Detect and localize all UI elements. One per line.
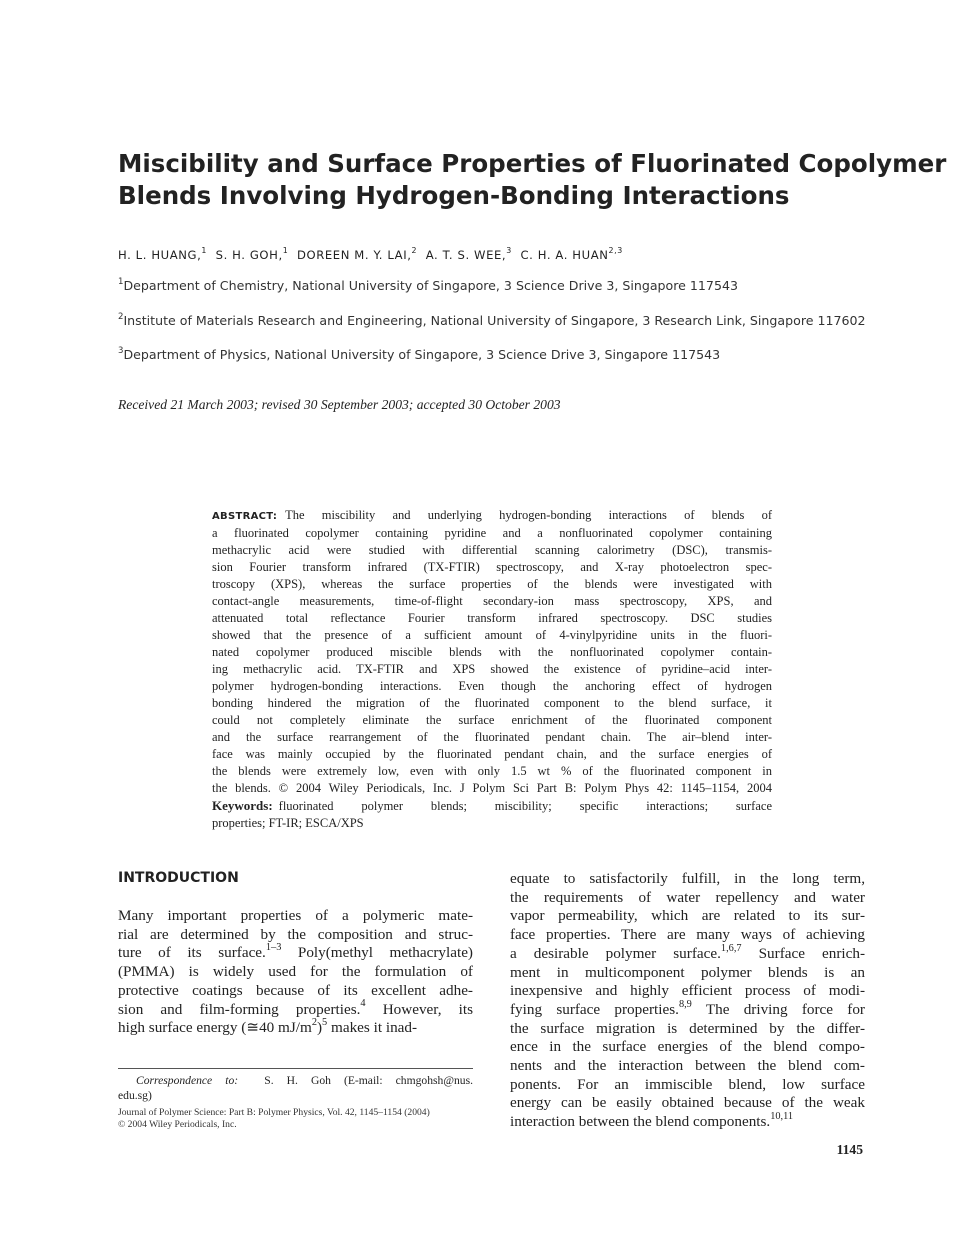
citation-ref: 10,11 bbox=[770, 1111, 794, 1123]
text-line: (PMMA) is widely used for the formulation of bbox=[118, 963, 473, 981]
affiliation: $^2$Institute of Materials Research and Engineering, National University of Singapore, 3 Research Link, Singapore 117602 bbox=[118, 311, 866, 328]
citation-ref: 8,9 bbox=[678, 998, 692, 1010]
text-line: the surface migration is determined by the differ- bbox=[510, 1019, 865, 1037]
author: C. H. A. HUAN$^{2,3}$ bbox=[520, 246, 623, 262]
text-line: energy can be easily obtained because of the weak bbox=[510, 1094, 865, 1112]
text-line: rial are determined by the composition and struc- bbox=[118, 925, 473, 943]
citation-ref: 2 bbox=[311, 1017, 317, 1029]
citation-ref: 5 bbox=[322, 1017, 328, 1029]
keywords: Keywords: fluorinated polymer blends; miscibility; specific interactions; surface bbox=[212, 798, 772, 813]
title-line: Miscibility and Surface Properties of Fluorinated Copolymer bbox=[118, 149, 947, 178]
text-line: nents and the interaction between the blend com- bbox=[510, 1057, 865, 1075]
citation-ref: 1,6,7 bbox=[720, 942, 742, 954]
author: DOREEN M. Y. LAI,$^2$ bbox=[296, 246, 418, 262]
body-column-right bbox=[510, 870, 865, 1132]
text-line: the requirements of water repellency and water bbox=[510, 888, 865, 906]
affiliation: $^3$Department of Physics, National University of Singapore, 3 Science Drive 3, Singapore 117543 bbox=[118, 345, 721, 362]
journal-line: Journal of Polymer Science: Part B: Polymer Physics, Vol. 42, 1145–1154 (2004) bbox=[118, 1107, 430, 1118]
section-heading: INTRODUCTION bbox=[118, 870, 239, 886]
abstract: ABSTRACT: The miscibility and underlying hydrogen-bonding interactions of blends of a fluorinated copolymer containing pyridine and a nonfluorinated copolymer containing methacrylic acid were studied with differential scanning calorimetry (DSC), transmis- sion Fourier transform infrared (TX-FTIR) spectroscopy, and X-ray photoelectron spec- troscopy (XPS), whereas the surface properties of the blends were investigated with contact-angle measurements, time-of-flight secondary-ion mass spectroscopy, XPS, and attenuated total reflectance Fourier transform infrared spectroscopy. DSC studies showed that the presence of a sufficient amount of 4-vinylpyridine units in the fluori- nated copolymer produced miscible blends with the nonfluorinated copolymer contain- ing methacrylic acid. TX-FTIR and XPS showed the existence of pyridine–acid inter- polymer hydrogen-bonding interactions. Even though the anchoring effect of hydrogen bonding hindered the migration of the fluorinated component to the blend surface, it could not completely eliminate the surface enrichment of the fluorinated component and the surface rearrangement of the fluorinated pendant chain. The air–blend inter- face was mainly occupied by the fluorinated pendant chain, and the surface energies of the blends were extremely low, even with only 1.5 wt % of the fluorinated component in the blends. © 2004 Wiley Periodicals, Inc. J Polym Sci Part B: Polym Phys 42: 1145–1154, 2004 Keywords: fluorinated polymer blends; miscibility; specific interactions; surface properties; FT-IR; ESCA/XPS bbox=[212, 508, 772, 830]
copyright-line: © 2004 Wiley Periodicals, Inc. bbox=[118, 1119, 237, 1130]
text-line: equate to satisfactorily fulfill, in the long term, bbox=[510, 870, 865, 887]
text-line: a desirable polymer surface.$^{1,6,7}$ Surface enrich- bbox=[510, 942, 866, 962]
body-column-left bbox=[118, 907, 473, 1038]
text-line: ponents. For an immiscible blend, low surface bbox=[510, 1075, 865, 1093]
text-line: protective coatings because of its excellent adhe- bbox=[118, 981, 473, 999]
author: A. T. S. WEE,$^3$ bbox=[425, 246, 512, 262]
citation-ref: 1–3 bbox=[265, 942, 282, 954]
journal-info bbox=[118, 1107, 473, 1131]
page-number: 1145 bbox=[836, 1142, 863, 1157]
author: S. H. GOH,$^1$ bbox=[215, 246, 289, 262]
text-line: sion and film-forming properties.$^4$ However, its bbox=[118, 998, 473, 1018]
citation-ref: 4 bbox=[360, 998, 366, 1010]
affiliation: $^1$Department of Chemistry, National University of Singapore, 3 Science Drive 3, Singapore 117543 bbox=[118, 276, 738, 293]
title-line: Blends Involving Hydrogen-Bonding Interactions bbox=[118, 181, 790, 210]
text-line: ence in the surface energies of the blend compo- bbox=[510, 1038, 865, 1056]
text-line: interaction between the blend components.$^{10,11}$ bbox=[510, 1111, 794, 1131]
footnote-divider bbox=[118, 1068, 473, 1069]
text-line: inexpensive and highly efficient process of modi- bbox=[510, 982, 865, 1000]
text-line: face properties. There are many ways of achieving bbox=[510, 926, 865, 944]
author: H. L. HUANG,$^1$ bbox=[118, 246, 208, 262]
correspondence-footnote: Correspondence to: S. H. Goh (E-mail: chmgohsh@nus. edu.sg) bbox=[118, 1074, 474, 1102]
text-line: Many important properties of a polymeric mate- bbox=[118, 907, 473, 924]
article-title bbox=[118, 148, 947, 212]
text-line: high surface energy (≅40 $mJ/m^2)^5$ makes it inad- bbox=[118, 1017, 418, 1037]
text-line: ment in multicomponent polymer blends is an bbox=[510, 963, 865, 981]
keywords-label: Keywords: bbox=[212, 798, 273, 813]
abstract-label: ABSTRACT: bbox=[212, 511, 278, 522]
author-list bbox=[118, 248, 623, 262]
text-line: fying surface properties.$^{8,9}$ The driving force for bbox=[510, 998, 865, 1018]
text-line: vapor permeability, which are related to its sur- bbox=[510, 907, 865, 925]
received-dates: Received 21 March 2003; revised 30 September 2003; accepted 30 October 2003 bbox=[118, 397, 561, 412]
text-line: ture of its surface.$^{1-3}$ Poly(methyl methacrylate) bbox=[118, 942, 473, 962]
